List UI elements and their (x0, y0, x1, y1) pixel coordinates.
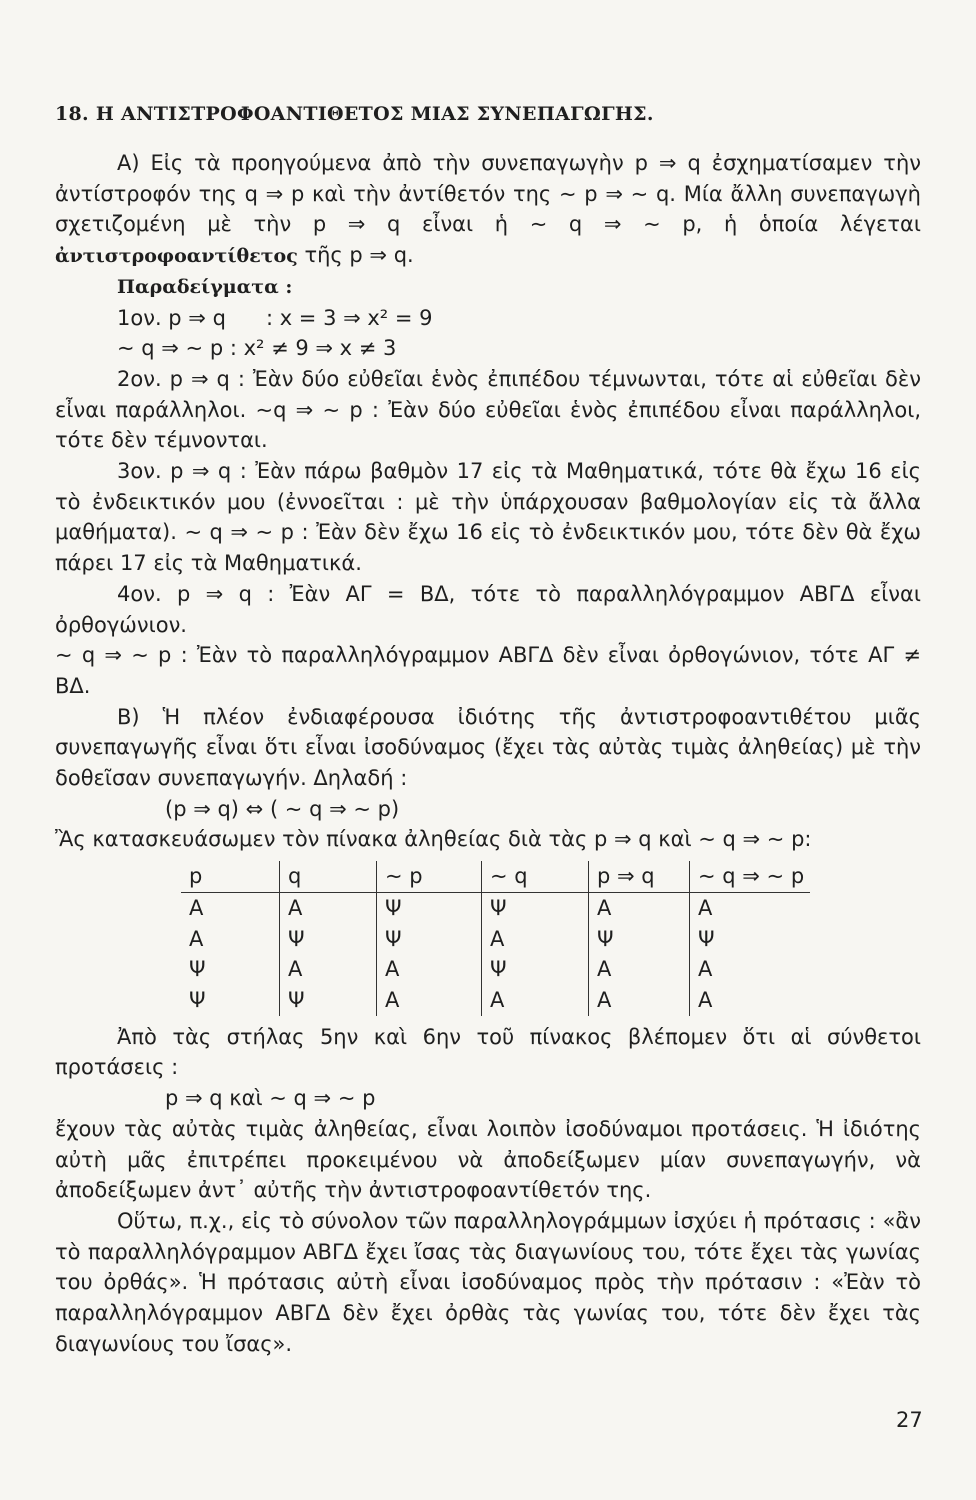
header-not-q: ∼ q (482, 861, 589, 892)
header-not-p: ∼ p (377, 861, 482, 892)
header-p: p (181, 861, 280, 892)
page-number: 27 (896, 1408, 923, 1432)
table-row (181, 954, 810, 985)
part-a-intro-end: τῆς p ⇒ q. (304, 243, 414, 268)
table-row (181, 985, 810, 1016)
table-row (181, 924, 810, 955)
truth-table-header-row (181, 861, 810, 892)
table-cell: Α (181, 892, 280, 923)
part-a-intro: Α) Εἰς τὰ προηγούμενα ἀπὸ τὴν συνεπαγωγὴν p ⇒ q ἐσχηματίσαμεν τὴν ἀντίστροφόν της q ⇒ p καὶ τὴν ἀντίθετόν της ∼ p ⇒ ∼ q. Μία ἄλλη συνεπαγωγὴ σχετιζομένη μὲ τὴν p ⇒ q εἶναι ἡ ∼ q ⇒ ∼ p, ἡ ὁποία λέγεται (55, 151, 921, 237)
equivalence-formula: (p ⇒ q) ⇔ ( ∼ q ⇒ ∼ p) (165, 796, 400, 821)
table-cell: Ψ (280, 985, 377, 1016)
example-1-line-1: 1ον. p ⇒ q : x = 3 ⇒ x² = 9 (117, 305, 433, 330)
conclusion-paragraph-2: ἔχουν τὰς αὐτὰς τιμὰς ἀληθείας, εἶναι λοιπὸν ἰσοδύναμοι προτάσεις. Ἡ ἰδιότης αὐτὴ μᾶς ἐπιτρέπει προκειμένου νὰ ἀποδείξωμεν μίαν συνεπαγωγήν, νὰ ἀποδείξωμεν ἀντ᾿ αὐτῆς τὴν ἀντιστροφοαντίθετόν της. (55, 1116, 921, 1203)
table-cell: Α (698, 895, 713, 920)
table-cell: Ψ (482, 954, 589, 985)
table-intro: Ἂς κατασκευάσωμεν τὸν πίνακα ἀληθείας διὰ τὰς p ⇒ q καὶ ∼ q ⇒ ∼ p: (55, 827, 812, 852)
section-title: 18. Η ΑΝΤΙΣΤΡΟΦΟΑΝΤΙΘΕΤΟΣ ΜΙΑΣ ΣΥΝΕΠΑΓΩΓΗΣ. (55, 103, 654, 125)
example-2: 2ον. p ⇒ q : Ἐὰν δύο εὐθεῖαι ἑνὸς ἐπιπέδου τέμνωνται, τότε αἱ εὐθεῖαι δὲν εἶναι παράλληλοι. ∼q ⇒ ∼ p : Ἐὰν δύο εὐθεῖαι ἑνὸς ἐπιπέδου εἶναι παράλληλοι, τότε δὲν τέμνονται. (55, 366, 921, 453)
table-cell: Α (589, 892, 690, 923)
table-cell: Α (482, 924, 589, 955)
table-cell: Α (698, 987, 713, 1012)
term-contrapositive: ἀντιστροφοαντίθετος (55, 245, 298, 268)
table-cell: Α (377, 954, 482, 985)
table-cell: Ψ (377, 924, 482, 955)
table-cell: Α (589, 985, 690, 1016)
example-4: 4ον. p ⇒ q : Ἐὰν ΑΓ = ΒΔ, τότε τὸ παραλληλόγραμμον ΑΒΓΔ εἶναι ὀρθογώνιον. (55, 581, 921, 637)
table-cell: Ψ (589, 924, 690, 955)
part-a-paragraph (55, 148, 921, 272)
example-3: 3ον. p ⇒ q : Ἐὰν πάρω βαθμὸν 17 εἰς τὰ Μαθηματικά, τότε θὰ ἔχω 16 εἰς τὸ ἐνδεικτικόν μου (ἐννοεῖται : μὲ τὴν ὑπάρχουσαν βαθμολογίαν εἰς τὰ ἄλλα μαθήματα). ∼ q ⇒ ∼ p : Ἐὰν δὲν ἔχω 16 εἰς τὸ ἐνδεικτικόν μου, τότε δὲν θὰ ἔχω πάρει 17 εἰς τὰ Μαθηματικά. (55, 459, 921, 576)
example-4-contrapositive: ∼ q ⇒ ∼ p : Ἐὰν τὸ παραλληλόγραμμον ΑΒΓΔ δὲν εἶναι ὀρθογώνιον, τότε ΑΓ ≠ ΒΔ. (55, 643, 921, 698)
truth-table (181, 861, 810, 1016)
table-cell: Α (698, 957, 713, 982)
conclusion-paragraph-3: Οὕτω, π.χ., εἰς τὸ σύνολον τῶν παραλληλογράμμων ἰσχύει ἡ πρότασις : «ἂν τὸ παραλληλόγραμμον ΑΒΓΔ ἔχει ἴσας τὰς διαγωνίους του, τότε ἔχει τὰς γωνίας του ὀρθάς». Ἡ πρότασις αὐτὴ εἶναι ἰσοδύναμος πρὸς τὴν πρότασιν : «Ἐὰν τὸ παραλληλόγραμμον ΑΒΓΔ δὲν ἔχει ὀρθὰς τὰς γωνίας του, τότε δὲν ἔχει τὰς διαγωνίους του ἴσας». (55, 1208, 921, 1356)
table-cell: Ψ (280, 924, 377, 955)
table-cell: Α (589, 954, 690, 985)
table-cell: Ψ (698, 926, 715, 951)
body-text (55, 148, 921, 1359)
table-cell: Α (377, 985, 482, 1016)
part-b-paragraph: Β) Ἡ πλέον ἐνδιαφέρουσα ἰδιότης τῆς ἀντιστροφοαντιθέτου μιᾶς συνεπαγωγῆς εἶναι ὅτι εἶναι ἰσοδύναμος (ἔχει τὰς αὐτὰς τιμὰς ἀληθείας) μὲ τὴν δοθεῖσαν συνεπαγωγήν. Δηλαδή : (55, 704, 921, 791)
conclusion-paragraph-1: Ἀπὸ τὰς στήλας 5ην καὶ 6ην τοῦ πίνακος βλέπομεν ὅτι αἱ σύνθετοι προτάσεις : (55, 1024, 921, 1080)
header-q: q (280, 861, 377, 892)
table-cell: Ψ (482, 892, 589, 923)
table-cell: Α (482, 985, 589, 1016)
table-cell: Ψ (181, 985, 280, 1016)
header-contrapositive: ∼ q ⇒ ∼ p (690, 861, 811, 892)
table-cell: Α (280, 954, 377, 985)
table-cell: Α (181, 924, 280, 955)
table-row (181, 892, 810, 923)
conclusion-formula: p ⇒ q καὶ ∼ q ⇒ ∼ p (165, 1086, 376, 1111)
header-p-implies-q: p ⇒ q (589, 861, 690, 892)
examples-header: Παραδείγματα : (117, 275, 293, 298)
table-cell: Ψ (377, 892, 482, 923)
table-cell: Α (280, 892, 377, 923)
example-1-line-2: ∼ q ⇒ ∼ p : x² ≠ 9 ⇒ x ≠ 3 (117, 336, 397, 361)
table-cell: Ψ (181, 954, 280, 985)
